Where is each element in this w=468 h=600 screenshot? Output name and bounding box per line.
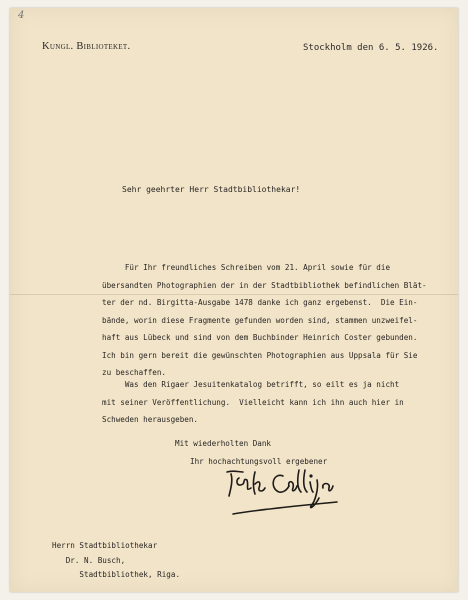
text-line: Für Ihr freundliches Schreiben vom 21. April sowie für die xyxy=(102,263,391,272)
body-paragraph-2 xyxy=(102,376,452,429)
letterhead-institution: Kungl. Biblioteket. xyxy=(42,41,131,52)
handwritten-signature xyxy=(225,466,345,518)
address-line: Dr. N. Busch, xyxy=(52,555,126,565)
letter-page xyxy=(10,8,458,592)
recipient-address xyxy=(52,539,180,583)
text-line: haft aus Lübeck und sind von dem Buchbinder Heinrich Coster gebunden. xyxy=(102,333,418,342)
text-line: Ich bin gern bereit die gewünschten Photographien aus Uppsala für Sie xyxy=(102,350,418,360)
text-line: zu beschaffen. xyxy=(102,368,167,377)
letterhead-place-date: Stockholm den 6. 5. 1926. xyxy=(303,43,439,53)
text-line: ter der nd. Birgitta-Ausgabe 1478 danke ich ganz ergebenst. Die Ein- xyxy=(102,298,418,307)
address-line: Herrn Stadtbibliothekar xyxy=(52,541,158,550)
salutation: Sehr geehrter Herr Stadtbibliothekar! xyxy=(122,185,301,194)
closing-regards: Ihr hochachtungsvoll ergebener xyxy=(190,457,328,466)
closing-phrase: Mit wiederholten Dank xyxy=(175,439,272,448)
text-line: Was den Rigaer Jesuitenkatalog betrifft, so eilt es ja nicht xyxy=(102,380,400,389)
text-line: übersandten Photographien der in der Stadtbibliothek befindlichen Blät- xyxy=(102,280,427,290)
text-line: Schweden herausgeben. xyxy=(102,415,199,424)
body-paragraph-1 xyxy=(102,259,452,382)
address-line: Stadtbibliothek, Riga. xyxy=(52,570,181,579)
text-line: mit seiner Veröffentlichung. Vielleicht kann ich ihn auch hier in xyxy=(102,397,404,407)
text-line: bände, worin diese Fragmente gefunden worden sind, stammen unzweifel- xyxy=(102,315,418,325)
archive-mark: 4 xyxy=(18,10,25,21)
